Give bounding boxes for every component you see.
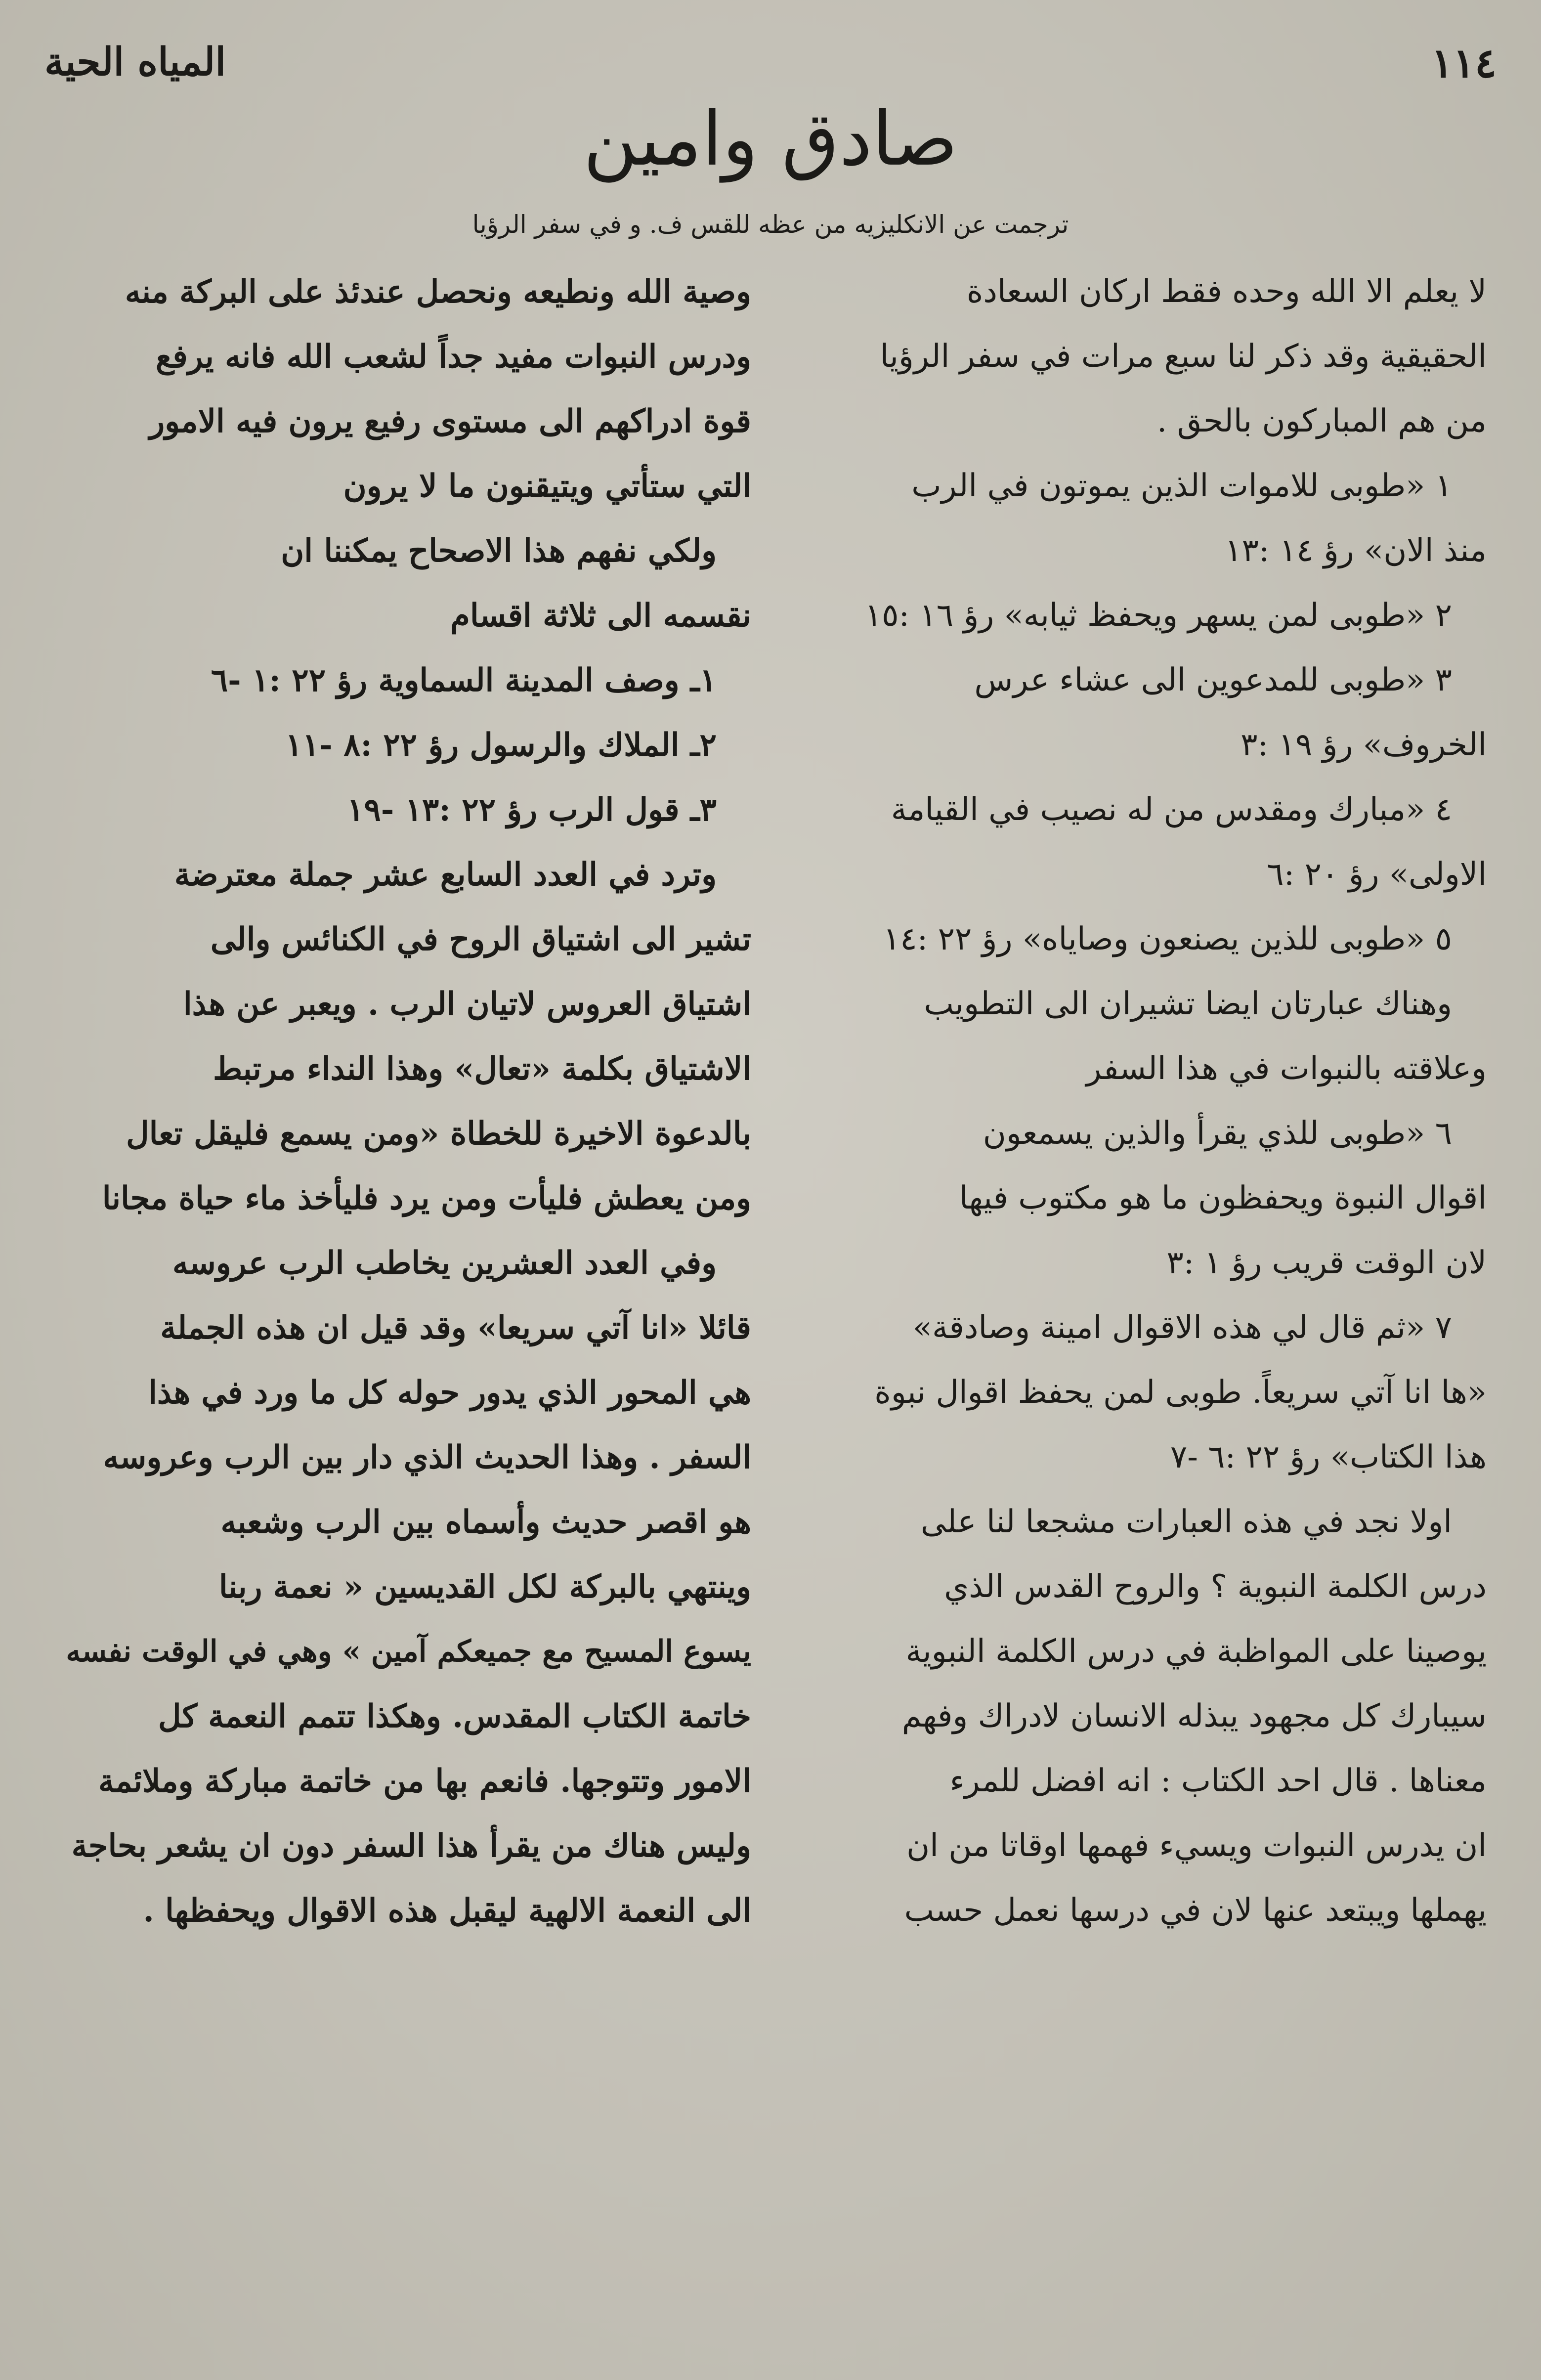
text-line: يوصينا على المواظبة في درس الكلمة النبوية [905,1633,1487,1670]
text-line: ٢ـ الملاك والرسول رؤ ٢٢ :٨ -١١ [285,727,717,764]
text-line: ودرس النبوات مفيد جداً لشعب الله فانه يرفع [156,338,751,375]
text-line: من هم المباركون بالحق . [1156,403,1487,439]
text-line: هذا الكتاب» رؤ ٢٢ :٦ -٧ [1170,1439,1487,1475]
text-line: وليس هناك من يقرأ هذا السفر دون ان يشعر بحاجة [71,1827,751,1864]
text-line: وفي العدد العشرين يخاطب الرب عروسه [172,1245,717,1282]
text-line: منذ الان» رؤ ١٤ :١٣ [1225,532,1487,569]
text-line: ٦ «طوبى للذي يقرأ والذين يسمعون [983,1115,1452,1152]
text-line: ١ـ وصف المدينة السماوية رؤ ٢٢ :١ -٦ [211,662,717,699]
text-line: معناها . قال احد الكتاب : انه افضل للمرء [949,1763,1487,1799]
text-line: اقوال النبوة ويحفظون ما هو مكتوب فيها [959,1180,1487,1216]
left-text-column [59,260,751,1943]
text-line: السفر . وهذا الحديث الذي دار بين الرب وعروسه [103,1439,751,1476]
text-line: الحقيقية وقد ذكر لنا سبع مرات في سفر الرؤيا [880,338,1487,375]
running-head: المياه الحية [44,40,226,85]
text-line: هو اقصر حديث وأسماه بين الرب وشعبه [220,1504,751,1541]
text-line: اشتياق العروس لاتيان الرب . ويعبر عن هذا [183,986,751,1023]
text-line: الى النعمة الالهية ليقبل هذه الاقوال ويحفظها . [143,1892,751,1929]
text-line: ٣ «طوبى للمدعوين الى عشاء عرس [974,662,1452,698]
text-line: ٢ «طوبى لمن يسهر ويحفظ ثيابه» رؤ ١٦ :١٥ [864,597,1452,634]
text-line: ٤ «مبارك ومقدس من له نصيب في القيامة [891,791,1452,828]
text-line: يهملها ويبتعد عنها لان في درسها نعمل حسب [904,1892,1487,1929]
text-line: وهناك عبارتان ايضا تشيران الى التطويب [924,986,1452,1022]
text-line: وترد في العدد السابع عشر جملة معترضة [174,856,717,893]
text-line: ٧ «ثم قال لي هذه الاقوال امينة وصادقة» [912,1309,1452,1346]
page-header [44,35,1497,99]
text-line: نقسمه الى ثلاثة اقسام [450,597,751,634]
text-line: وينتهي بالبركة لكل القديسين « نعمة ربنا [218,1568,751,1605]
text-line: هي المحور الذي يدور حوله كل ما ورد في هذا [148,1374,751,1411]
text-line: ٣ـ قول الرب رؤ ٢٢ :١٣ -١٩ [346,791,717,828]
text-line: لا يعلم الا الله وحده فقط اركان السعادة [966,273,1487,310]
text-line: ٥ «طوبى للذين يصنعون وصاياه» رؤ ٢٢ :١٤ [883,921,1452,957]
text-line: بالدعوة الاخيرة للخطاة «ومن يسمع فليقل تعال [126,1115,751,1152]
text-line: قوة ادراكهم الى مستوى رفيع يرون فيه الامور [149,403,751,440]
text-line: خاتمة الكتاب المقدس. وهكذا تتمم النعمة كل [158,1698,751,1735]
article-subtitle: ترجمت عن الانكليزيه من عظه للقس ف. و في سفر الرؤيا [472,210,1069,239]
text-line: الاولى» رؤ ٢٠ :٦ [1267,856,1487,893]
text-line: الخروف» رؤ ١٩ :٣ [1241,727,1487,763]
text-line: يسوع المسيح مع جميعكم آمين » وهي في الوقت نفسه [66,1634,751,1669]
text-line: الاشتياق بكلمة «تعال» وهذا النداء مرتبط [213,1050,751,1087]
text-line: التي ستأتي ويتيقنون ما لا يرون [343,468,751,505]
text-line: وصية الله ونطيعه ونحصل عندئذ على البركة منه [125,273,751,310]
text-line: ١ «طوبى للاموات الذين يموتون في الرب [911,468,1452,504]
article-title: صادق وامين [583,96,958,182]
text-line: لان الوقت قريب رؤ ١ :٣ [1166,1245,1487,1281]
text-line: تشير الى اشتياق الروح في الكنائس والى [210,921,751,958]
text-line: ولكي نفهم هذا الاصحاح يمكننا ان [281,532,717,569]
text-line: «ها انا آتي سريعاً. طوبى لمن يحفظ اقوال نبوة [874,1374,1487,1411]
text-line: ان يدرس النبوات ويسيء فهمها اوقاتا من ان [906,1827,1487,1864]
text-line: اولا نجد في هذه العبارات مشجعا لنا على [920,1504,1452,1540]
text-line: ومن يعطش فليأت ومن يرد فليأخذ ماء حياة مجانا [102,1180,751,1217]
text-line: وعلاقته بالنبوات في هذا السفر [1086,1050,1487,1087]
text-line: قائلا «انا آتي سريعا» وقد قيل ان هذه الجملة [160,1309,751,1346]
text-line: الامور وتتوجها. فانعم بها من خاتمة مباركة وملائمة [98,1763,751,1800]
page-number: ١١٤ [1431,40,1497,87]
right-text-column [795,260,1487,1943]
text-line: سيبارك كل مجهود يبذله الانسان لادراك وفهم [901,1698,1487,1734]
text-line: درس الكلمة النبوية ؟ والروح القدس الذي [944,1568,1487,1605]
